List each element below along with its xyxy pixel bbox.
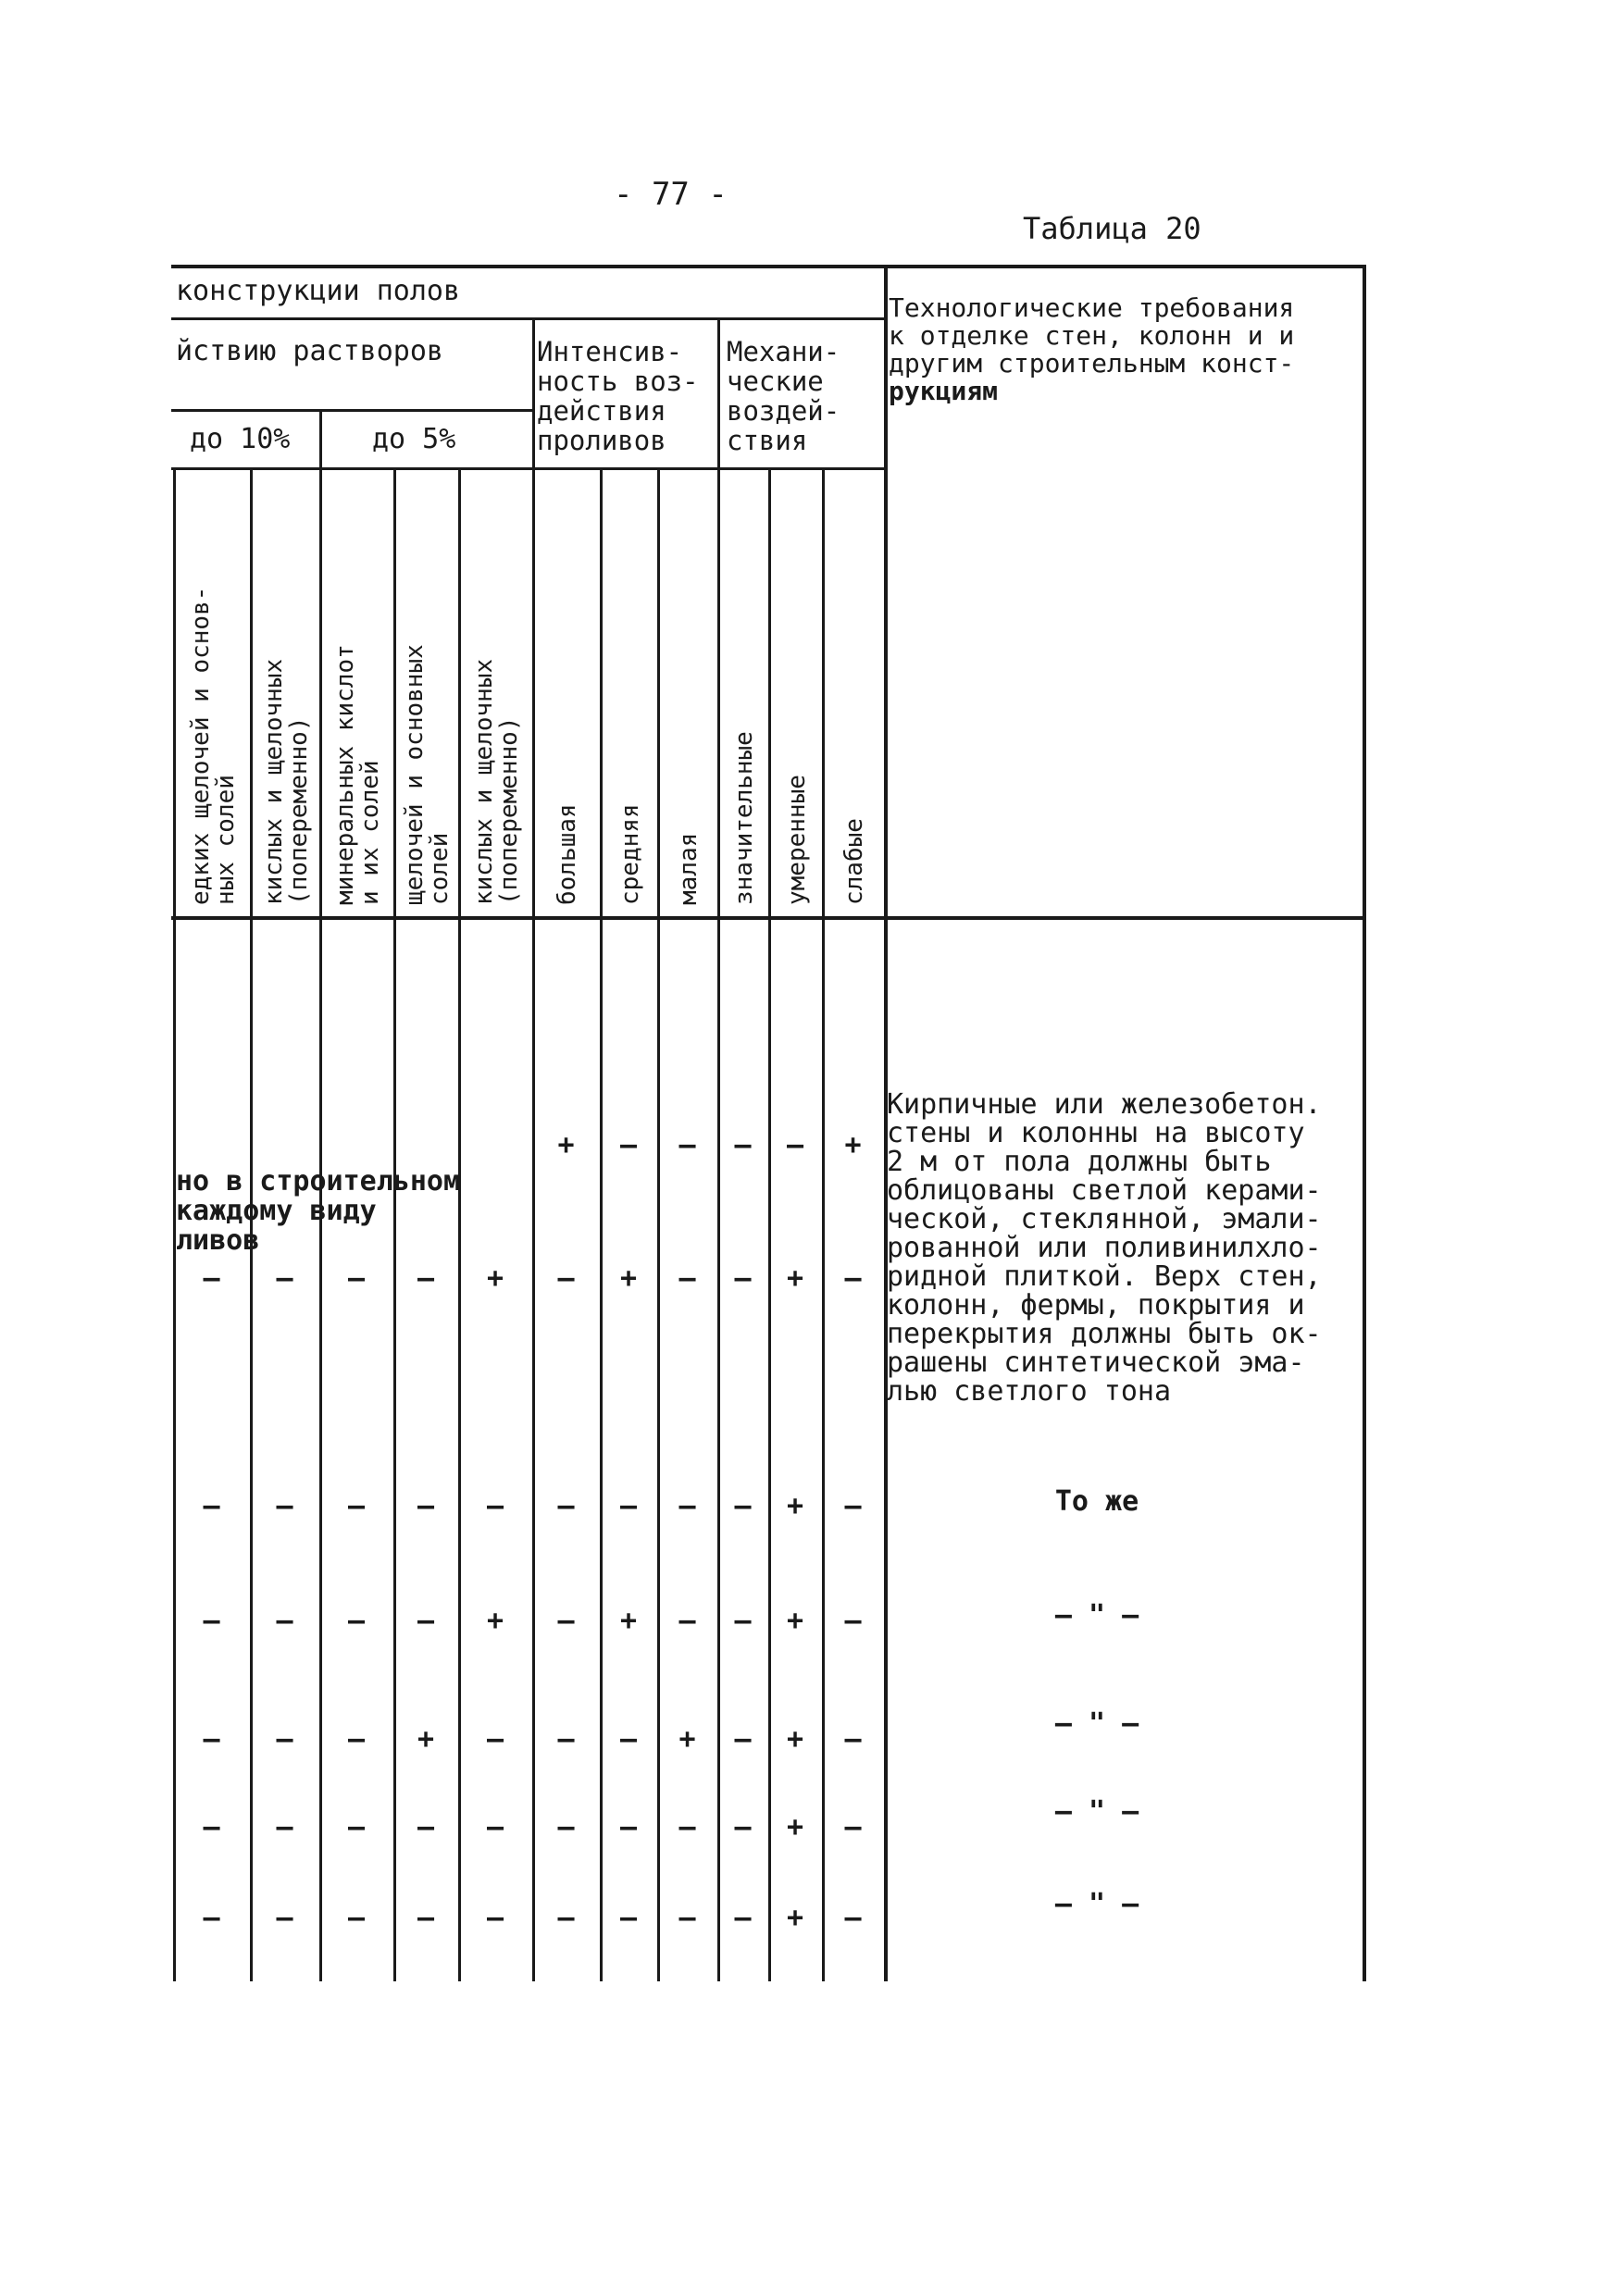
table-cell: – (678, 1605, 696, 1637)
rule-header-1 (171, 317, 884, 320)
table-cell: + (619, 1605, 638, 1637)
rotated-column-header: значительные (730, 731, 758, 905)
table-cell: – (417, 1605, 435, 1637)
rotated-column-header: ных солей (211, 775, 240, 905)
table-cell: – (619, 1129, 638, 1161)
column-rule (822, 467, 825, 1981)
same-mark: То же (1054, 1485, 1139, 1518)
table-cell: + (844, 1129, 862, 1161)
header-mech-line: воздей- (727, 395, 840, 427)
table-cell: + (557, 1129, 575, 1161)
header-req-line: к отделке стен, колонн и и (889, 320, 1295, 351)
table-cell: + (417, 1723, 435, 1756)
column-rule (717, 467, 720, 1981)
body-note-line: каждому виду (176, 1195, 377, 1227)
rotated-column-header: средняя (616, 803, 644, 905)
header-req-line: рукциям (889, 376, 999, 406)
rule-v-right-edge (1363, 265, 1366, 1981)
table-cell: – (417, 1262, 435, 1295)
table-cell: – (786, 1129, 804, 1161)
column-rule (768, 467, 771, 1981)
table-cell: + (486, 1605, 504, 1637)
rotated-column-header: большая (554, 803, 581, 905)
table-cell: – (417, 1902, 435, 1934)
requirements-line: ридной плиткой. Верх стен, (887, 1260, 1322, 1293)
header-mech-line: ствия (727, 425, 808, 456)
header-mech-line: ческие (727, 366, 824, 397)
table-cell: + (678, 1723, 696, 1756)
table-cell: – (844, 1811, 862, 1843)
rotated-column-header: слабые (840, 818, 868, 905)
table-cell: + (786, 1605, 804, 1637)
rotated-column-header: кислых и щелочных (259, 658, 288, 905)
rotated-column-header: солей (426, 832, 454, 905)
body-note-line: но в строительном (176, 1165, 461, 1198)
table-cell: – (557, 1490, 575, 1522)
table-cell: + (786, 1723, 804, 1756)
table-cell: – (844, 1262, 862, 1295)
table-cell: – (347, 1605, 366, 1637)
header-intensity-line: Интенсив- (537, 336, 683, 367)
rule-header-3 (171, 467, 884, 470)
table-cell: – (203, 1490, 220, 1522)
table-cell: – (347, 1902, 366, 1934)
table-label: Таблица 20 (1023, 211, 1201, 246)
table-cell: – (734, 1605, 752, 1637)
table-cell: – (276, 1490, 293, 1522)
requirements-line: лью светлого тона (887, 1375, 1172, 1408)
requirements-line: перекрытия должны быть ок- (887, 1318, 1322, 1350)
rotated-column-header: малая (675, 832, 703, 905)
header-intensity-line: действия (537, 395, 666, 427)
table-cell: – (203, 1262, 220, 1295)
table-cell: – (844, 1605, 862, 1637)
table-cell: – (486, 1723, 504, 1756)
table-cell: – (734, 1129, 752, 1161)
rule-v-mech (717, 317, 720, 467)
table-cell: – (678, 1129, 696, 1161)
table-cell: – (557, 1811, 575, 1843)
requirements-line: рованной или поливинилхло- (887, 1232, 1322, 1264)
rotated-column-header: умеренные (782, 775, 811, 905)
header-top-title: конструкции полов (176, 275, 461, 307)
table-cell: – (276, 1811, 293, 1843)
same-mark: – " – (1054, 1599, 1139, 1632)
header-conc-10: до 10% (190, 423, 291, 455)
table-cell: – (347, 1490, 366, 1522)
header-mech-line: Механи- (727, 336, 840, 367)
table-cell: – (734, 1490, 752, 1522)
same-mark: – " – (1054, 1888, 1139, 1920)
rotated-column-header: щелочей и основных (401, 644, 429, 905)
same-mark: – " – (1054, 1707, 1139, 1740)
table-cell: – (734, 1723, 752, 1756)
same-mark: – " – (1054, 1795, 1139, 1828)
rule-v-conc (319, 409, 322, 467)
table-cell: – (557, 1902, 575, 1934)
requirements-line: облицованы светлой керами- (887, 1174, 1322, 1207)
header-conc-5: до 5% (372, 423, 456, 455)
column-rule (393, 467, 396, 1981)
rotated-column-header: минеральных кислот (331, 644, 359, 905)
page-number: - 77 - (614, 176, 728, 213)
table-cell: – (619, 1811, 638, 1843)
requirements-line: стены и колонны на высоту (887, 1117, 1305, 1149)
table-cell: – (276, 1723, 293, 1756)
header-solutions-title: йствию растворов (176, 335, 443, 367)
header-req-line: Технологические требования (889, 292, 1295, 323)
table-cell: – (678, 1811, 696, 1843)
table-cell: – (557, 1723, 575, 1756)
table-cell: + (619, 1262, 638, 1295)
requirements-line: ческой, стеклянной, эмали- (887, 1203, 1322, 1235)
requirements-line: рашены синтетической эма- (887, 1347, 1305, 1379)
column-rule (458, 467, 461, 1981)
table-cell: – (734, 1902, 752, 1934)
body-note-line: ливов (176, 1224, 260, 1257)
table-cell: – (486, 1811, 504, 1843)
rotated-column-header: едких щелочей и основ- (186, 586, 215, 905)
requirements-line: колонн, фермы, покрытия и (887, 1289, 1305, 1322)
table-cell: – (417, 1490, 435, 1522)
rotated-column-header: (попеременно) (495, 716, 523, 905)
rule-top (171, 265, 1365, 268)
column-rule (657, 467, 660, 1981)
rule-header-2 (171, 409, 532, 412)
table-cell: + (786, 1902, 804, 1934)
table-cell: + (486, 1262, 504, 1295)
table-cell: – (203, 1605, 220, 1637)
table-cell: – (486, 1902, 504, 1934)
table-cell: + (786, 1262, 804, 1295)
table-cell: – (203, 1902, 220, 1934)
column-rule (600, 467, 603, 1981)
table-cell: – (486, 1490, 504, 1522)
table-cell: – (557, 1605, 575, 1637)
table-cell: – (734, 1262, 752, 1295)
table-cell: – (347, 1723, 366, 1756)
table-cell: – (619, 1490, 638, 1522)
column-rule (532, 467, 535, 1981)
table-cell: – (347, 1811, 366, 1843)
table-cell: – (276, 1902, 293, 1934)
table-cell: – (619, 1723, 638, 1756)
table-cell: – (678, 1262, 696, 1295)
rotated-column-header: кислых и щелочных (470, 658, 498, 905)
table-cell: + (786, 1811, 804, 1843)
rotated-column-header: и их солей (356, 760, 384, 905)
table-cell: – (557, 1262, 575, 1295)
table-cell: – (734, 1811, 752, 1843)
table-cell: – (678, 1490, 696, 1522)
table-cell: – (276, 1605, 293, 1637)
table-cell: + (786, 1490, 804, 1522)
rule-v-solutions (532, 317, 535, 467)
table-cell: – (844, 1902, 862, 1934)
requirements-line: Кирпичные или железобетон. (887, 1088, 1322, 1121)
table-cell: – (619, 1902, 638, 1934)
table-cell: – (417, 1811, 435, 1843)
table-cell: – (678, 1902, 696, 1934)
header-req-line: другим строительным конст- (889, 348, 1295, 379)
table-cell: – (844, 1490, 862, 1522)
table-cell: – (203, 1811, 220, 1843)
table-cell: – (844, 1723, 862, 1756)
requirements-line: 2 м от пола должны быть (887, 1146, 1272, 1178)
rotated-column-header: (попеременно) (284, 716, 313, 905)
header-intensity-line: ность воз- (537, 366, 699, 397)
table-cell: – (203, 1723, 220, 1756)
header-intensity-line: проливов (537, 425, 666, 456)
table-cell: – (347, 1262, 366, 1295)
table-cell: – (276, 1262, 293, 1295)
